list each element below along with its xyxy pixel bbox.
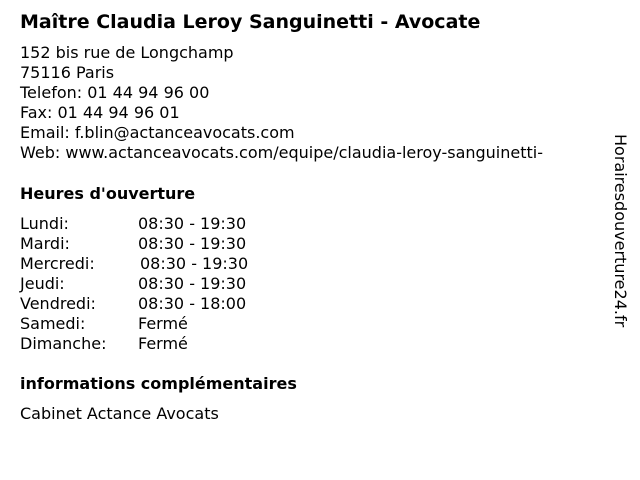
fax-number: Fax: 01 44 94 96 01: [20, 103, 180, 122]
opening-hours-table: [20, 214, 320, 354]
time-range: 08:30 - 19:30: [138, 214, 247, 233]
hours-row-mardi: [20, 234, 320, 254]
time-range: 08:30 - 18:00: [138, 294, 247, 313]
time-range: 08:30 - 19:30: [140, 254, 249, 273]
phone-number[interactable]: Telefon: 01 44 94 96 00: [20, 83, 210, 102]
brand-watermark[interactable]: Horairesdouverture24.fr: [611, 134, 630, 328]
day-label: Jeudi:: [20, 274, 65, 293]
website-link[interactable]: Web: www.actanceavocats.com/equipe/claudia-leroy-sanguinetti-: [20, 143, 543, 162]
day-label: Lundi:: [20, 214, 69, 233]
day-label: Dimanche:: [20, 334, 107, 353]
hours-row-jeudi: [20, 274, 320, 294]
day-label: Mardi:: [20, 234, 70, 253]
hours-row-lundi: [20, 214, 320, 234]
time-range: 08:30 - 19:30: [138, 274, 247, 293]
day-label: Vendredi:: [20, 294, 96, 313]
time-range: Fermé: [138, 334, 188, 353]
additional-info-text: Cabinet Actance Avocats: [20, 404, 219, 423]
time-range: Fermé: [138, 314, 188, 333]
address-city: 75116 Paris: [20, 63, 115, 82]
day-label: Mercredi:: [20, 254, 95, 273]
hours-row-samedi: [20, 314, 320, 334]
address-street: 152 bis rue de Longchamp: [20, 43, 234, 62]
hours-row-mercredi: [20, 254, 320, 274]
hours-row-dimanche: [20, 334, 320, 354]
contact-block: [20, 43, 543, 163]
page-title: Maître Claudia Leroy Sanguinetti - Avocate: [20, 11, 481, 33]
day-label: Samedi:: [20, 314, 86, 333]
hours-row-vendredi: [20, 294, 320, 314]
email-address[interactable]: Email: f.blin@actanceavocats.com: [20, 123, 295, 142]
additional-info-heading: informations complémentaires: [20, 374, 297, 393]
opening-hours-heading: Heures d'ouverture: [20, 184, 196, 203]
time-range: 08:30 - 19:30: [138, 234, 247, 253]
